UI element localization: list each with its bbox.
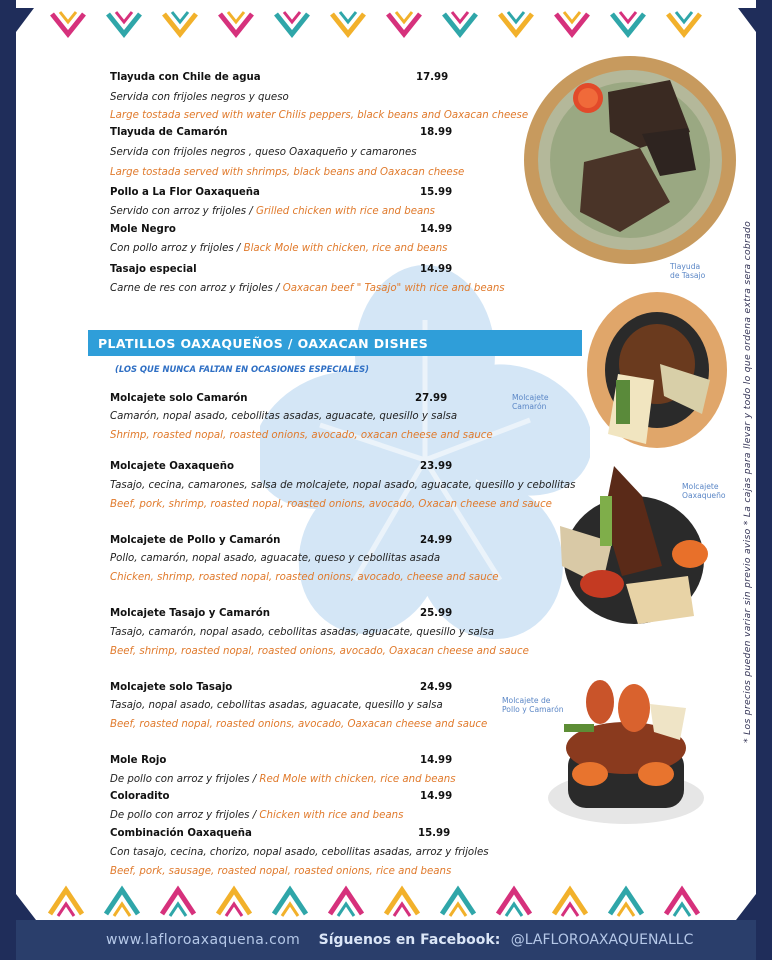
item-description-es: Camarón, nopal asado, cebollitas asadas, aguacate, quesillo y salsa	[110, 411, 458, 422]
item-name: Molcajete Oaxaqueño	[110, 461, 234, 472]
item-description-en: Chicken, shrimp, roasted nopal, roasted onions, avocado, cheese and sauce	[110, 572, 499, 583]
item-price: 14.99	[420, 791, 453, 802]
item-price: 17.99	[416, 72, 449, 83]
item-description: Carne de res con arroz y frijoles / Oaxacan beef " Tasajo" with rice and beans	[110, 283, 505, 294]
item-description-en: Beef, roasted nopal, roasted onions, avocado, Oaxacan cheese and sauce	[110, 719, 488, 730]
item-price: 25.99	[420, 608, 453, 619]
side-note	[734, 183, 753, 743]
tlayuda-photo	[520, 52, 740, 268]
molcajete-camaron-photo	[582, 284, 732, 454]
item-description-es: Servida con frijoles negros , queso Oaxaqueño y camarones	[110, 147, 417, 158]
item-name: Pollo a La Flor Oaxaqueña	[110, 187, 260, 198]
item-description-en: Beef, shrimp, roasted nopal, roasted onions, avocado, Oaxacan cheese and sauce	[110, 646, 529, 657]
item-description: Servido con arroz y frijoles / Grilled chicken with rice and beans	[110, 206, 435, 217]
item-name: Mole Negro	[110, 224, 176, 235]
item-name: Tlayuda con Chile de agua	[110, 72, 261, 83]
item-name: Coloradito	[110, 791, 170, 802]
item-price: 14.99	[420, 264, 453, 275]
molcajete-camaron-photo-label: Molcajete Camarón	[512, 393, 549, 411]
item-description: De pollo con arroz y frijoles / Red Mole with chicken, rice and beans	[110, 774, 456, 785]
item-description-en: Large tostada served with shrimps, black beans and Oaxacan cheese	[110, 167, 465, 178]
item-description: Con pollo arroz y frijoles / Black Mole with chicken, rice and beans	[110, 243, 448, 254]
item-name: Molcajete solo Camarón	[110, 393, 248, 404]
hibiscus-watermark-icon	[260, 260, 590, 660]
tlayuda-photo-label: Tlayuda de Tasajo	[670, 262, 706, 280]
item-price: 14.99	[420, 755, 453, 766]
item-description-es: Tasajo, camarón, nopal asado, cebollitas asadas, aguacate, quesillo y salsa	[110, 627, 495, 638]
item-price: 15.99	[418, 828, 451, 839]
item-description-es: Con tasajo, cecina, chorizo, nopal asado, cebollitas asadas, arroz y frijoles	[110, 847, 489, 858]
item-price: 15.99	[420, 187, 453, 198]
item-description-en: Beef, pork, sausage, roasted nopal, roasted onions, rice and beans	[110, 866, 452, 877]
section-title: PLATILLOS OAXAQUEÑOS / OAXACAN DISHES	[98, 336, 429, 351]
facebook-label: Síguenos en Facebook:	[318, 932, 501, 948]
item-name: Molcajete Tasajo y Camarón	[110, 608, 271, 619]
item-price: 24.99	[420, 682, 453, 693]
molcajete-pollo-camaron-photo	[546, 678, 706, 828]
item-description-es: Servida con frijoles negros y queso	[110, 92, 289, 103]
molcajete-pollo-photo-label: Molcajete de Pollo y Camarón	[502, 696, 564, 714]
item-price: 24.99	[420, 535, 453, 546]
item-name: Molcajete solo Tasajo	[110, 682, 233, 693]
item-description-es: Tasajo, cecina, camarones, salsa de molcajete, nopal asado, aguacate, quesillo y cebollitas	[110, 480, 576, 491]
website-link[interactable]: www.lafloroaxaquena.com	[106, 932, 301, 948]
facebook-handle[interactable]: @LAFLOROAXAQUENALLC	[510, 932, 694, 948]
item-description-en: Shrimp, roasted nopal, roasted onions, avocado, oxacan cheese and sauce	[110, 430, 493, 441]
item-description-en: Beef, pork, shrimp, roasted nopal, roasted onions, avocado, Oxacan cheese and sauce	[110, 499, 552, 510]
footer-text	[106, 932, 693, 948]
molcajete-oaxaqueno-photo-label: Molcajete Oaxaqueño	[682, 482, 726, 500]
item-price: 18.99	[420, 127, 453, 138]
item-name: Tlayuda de Camarón	[110, 127, 228, 138]
item-name: Molcajete de Pollo y Camarón	[110, 535, 281, 546]
item-name: Combinación Oaxaqueña	[110, 828, 252, 839]
item-description-es: Pollo, camarón, nopal asado, aguacate, queso y cebollitas asada	[110, 553, 441, 564]
section-subtitle: (LOS QUE NUNCA FALTAN EN OCASIONES ESPECIALES)	[115, 364, 370, 374]
item-description-en: Large tostada served with water Chilis peppers, black beans and Oaxacan cheese	[110, 110, 529, 121]
item-price: 14.99	[420, 224, 453, 235]
side-note-text: * Los precios pueden variar sin previo aviso * La cajas para llevar y todo lo que ordena extra sera cobrado	[742, 220, 753, 743]
item-name: Tasajo especial	[110, 264, 197, 275]
item-description-es: Tasajo, nopal asado, cebollitas asadas, aguacate, quesillo y salsa	[110, 700, 443, 711]
right-border	[756, 0, 772, 960]
top-zigzag-border	[16, 8, 756, 44]
item-price: 23.99	[420, 461, 453, 472]
item-name: Mole Rojo	[110, 755, 167, 766]
bottom-zigzag-border	[16, 880, 756, 920]
footer	[16, 920, 756, 960]
item-description: De pollo con arroz y frijoles / Chicken with rice and beans	[110, 810, 404, 821]
left-border	[0, 0, 16, 960]
section-banner	[88, 330, 582, 356]
item-price: 27.99	[415, 393, 448, 404]
